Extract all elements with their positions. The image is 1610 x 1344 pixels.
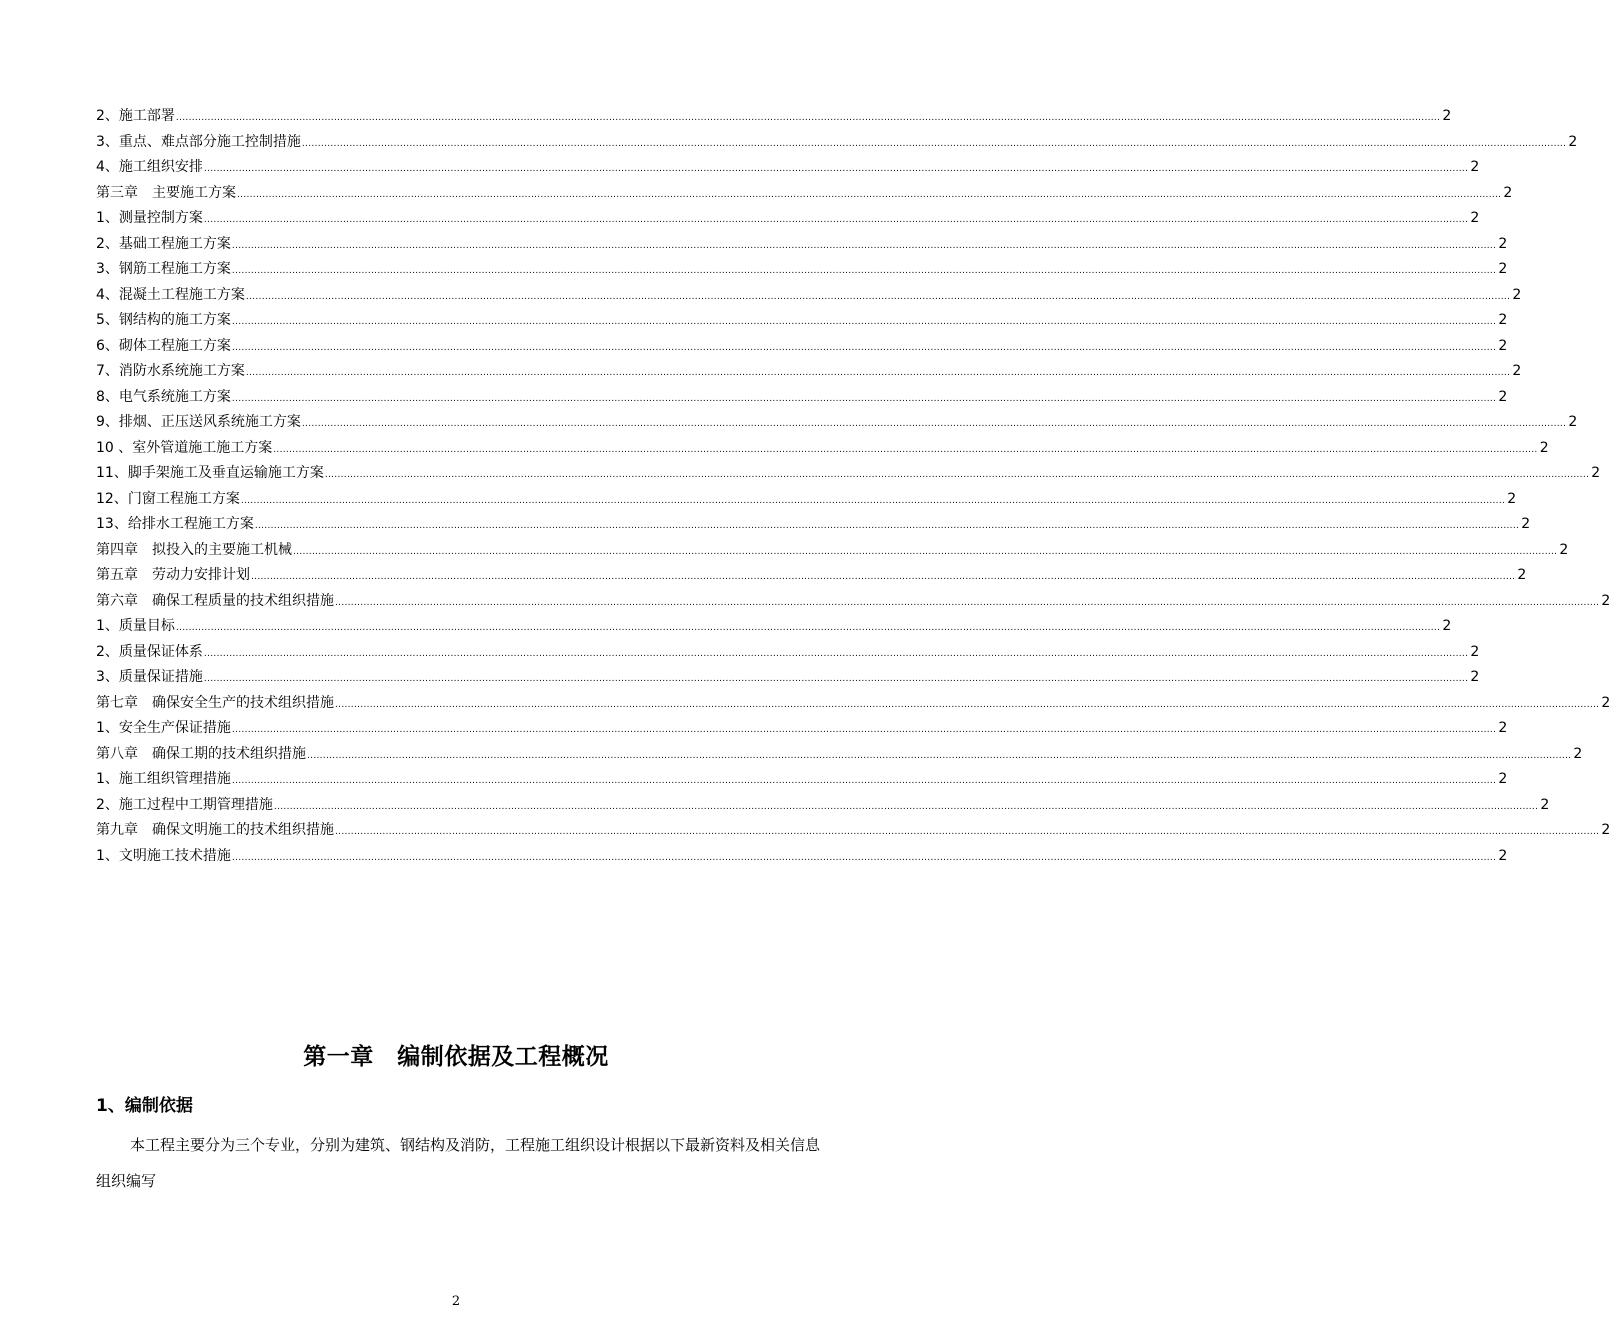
- toc-entry[interactable]: [96, 538, 1569, 564]
- toc-entry[interactable]: [96, 512, 1531, 538]
- toc-entry-page: 2: [1470, 159, 1480, 175]
- toc-entry-title: 2、施工部署: [96, 108, 175, 124]
- toc-leader-dots: ................................................................................................................................................................................................................................................................................................................................................................................................................: [203, 674, 1469, 684]
- toc-leader-dots: ................................................................................................................................................................................................................................................................................................................................................................................................................: [324, 470, 1590, 480]
- toc-entry[interactable]: [96, 206, 1480, 232]
- toc-entry[interactable]: [96, 130, 1578, 156]
- toc-entry-title: 11、脚手架施工及垂直运输施工方案: [96, 465, 324, 481]
- toc-entry-page: 2: [1470, 669, 1480, 685]
- toc-leader-dots: ................................................................................................................................................................................................................................................................................................................................................................................................................: [240, 495, 1506, 506]
- table-of-contents: [96, 104, 1610, 869]
- toc-entry[interactable]: [96, 844, 1508, 870]
- toc-leader-dots: ................................................................................................................................................................................................................................................................................................................................................................................................................: [273, 444, 1538, 455]
- toc-leader-dots: ................................................................................................................................................................................................................................................................................................................................................................................................................: [231, 342, 1497, 353]
- toc-entry-title: 4、混凝土工程施工方案: [96, 286, 245, 303]
- body-paragraph: 本工程主要分为三个专业，分别为建筑、钢结构及消防，工程施工组织设计根据以下最新资料及相关信息组织编写: [96, 1136, 821, 1190]
- toc-entry-page: 2: [1498, 388, 1508, 405]
- toc-entry-page: 2: [1498, 312, 1508, 328]
- toc-entry-title: 1、测量控制方案: [96, 210, 203, 226]
- toc-entry-page: 2: [1498, 235, 1508, 252]
- toc-entry[interactable]: [96, 742, 1583, 768]
- toc-entry-title: 2、基础工程施工方案: [96, 235, 231, 252]
- toc-entry-title: 8、电气系统施工方案: [96, 388, 231, 405]
- toc-entry[interactable]: [96, 818, 1610, 844]
- toc-entry-page: 2: [1503, 184, 1513, 201]
- toc-leader-dots: ................................................................................................................................................................................................................................................................................................................................................................................................................: [251, 572, 1516, 582]
- toc-entry-title: 第三章 主要施工方案: [96, 184, 236, 201]
- toc-leader-dots: ................................................................................................................................................................................................................................................................................................................................................................................................................: [231, 852, 1497, 863]
- toc-entry-title: 12、门窗工程施工方案: [96, 490, 240, 507]
- toc-leader-dots: ................................................................................................................................................................................................................................................................................................................................................................................................................: [335, 699, 1600, 710]
- toc-entry-page: 2: [1539, 439, 1549, 456]
- toc-leader-dots: ................................................................................................................................................................................................................................................................................................................................................................................................................: [175, 113, 1441, 123]
- toc-entry[interactable]: [96, 716, 1508, 742]
- toc-leader-dots: ................................................................................................................................................................................................................................................................................................................................................................................................................: [301, 138, 1567, 149]
- toc-entry-title: 3、钢筋工程施工方案: [96, 261, 231, 277]
- toc-entry-title: 6、砌体工程施工方案: [96, 337, 231, 354]
- toc-entry-page: 2: [1601, 822, 1610, 838]
- toc-entry[interactable]: [96, 563, 1527, 589]
- toc-entry-page: 2: [1512, 286, 1522, 303]
- page-number: 2: [451, 1294, 461, 1309]
- toc-entry-title: 4、施工组织安排: [96, 159, 203, 175]
- toc-entry-page: 2: [1498, 720, 1508, 736]
- toc-entry[interactable]: [96, 589, 1610, 615]
- toc-entry-title: 第四章 拟投入的主要施工机械: [96, 541, 292, 558]
- toc-entry-page: 2: [1601, 592, 1610, 609]
- toc-entry-page: 2: [1559, 541, 1569, 558]
- toc-entry-page: 2: [1591, 465, 1601, 481]
- toc-entry[interactable]: [96, 104, 1452, 130]
- toc-entry-title: 2、质量保证体系: [96, 643, 203, 660]
- toc-leader-dots: ................................................................................................................................................................................................................................................................................................................................................................................................................: [335, 827, 1600, 837]
- toc-entry-title: 7、消防水系统施工方案: [96, 363, 245, 379]
- toc-entry-title: 2、施工过程中工期管理措施: [96, 796, 273, 813]
- toc-entry[interactable]: [96, 257, 1508, 283]
- toc-entry-title: 第五章 劳动力安排计划: [96, 567, 250, 583]
- toc-leader-dots: ................................................................................................................................................................................................................................................................................................................................................................................................................: [231, 776, 1497, 786]
- toc-entry-page: 2: [1568, 414, 1578, 430]
- toc-leader-dots: ................................................................................................................................................................................................................................................................................................................................................................................................................: [203, 648, 1469, 659]
- toc-entry[interactable]: [96, 181, 1513, 207]
- toc-entry-title: 1、质量目标: [96, 618, 175, 634]
- toc-leader-dots: ................................................................................................................................................................................................................................................................................................................................................................................................................: [231, 393, 1497, 404]
- toc-entry[interactable]: [96, 461, 1601, 487]
- toc-entry-page: 2: [1498, 771, 1508, 787]
- toc-entry-title: 9、排烟、正压送风系统施工方案: [96, 414, 301, 430]
- toc-entry-page: 2: [1498, 847, 1508, 864]
- toc-entry-title: 1、文明施工技术措施: [96, 847, 231, 864]
- toc-leader-dots: ................................................................................................................................................................................................................................................................................................................................................................................................................: [231, 317, 1497, 327]
- toc-entry-page: 2: [1498, 337, 1508, 354]
- toc-entry-title: 3、重点、难点部分施工控制措施: [96, 133, 301, 150]
- toc-entry-title: 第六章 确保工程质量的技术组织措施: [96, 592, 334, 609]
- toc-entry-page: 2: [1442, 108, 1452, 124]
- toc-entry-page: 2: [1507, 490, 1517, 507]
- toc-leader-dots: ................................................................................................................................................................................................................................................................................................................................................................................................................: [231, 266, 1497, 276]
- toc-entry[interactable]: [96, 767, 1508, 793]
- toc-leader-dots: ................................................................................................................................................................................................................................................................................................................................................................................................................: [203, 164, 1469, 174]
- toc-entry-title: 1、施工组织管理措施: [96, 771, 231, 787]
- toc-entry[interactable]: [96, 640, 1480, 666]
- toc-entry-page: 2: [1601, 694, 1610, 711]
- toc-entry[interactable]: [96, 614, 1452, 640]
- toc-leader-dots: ................................................................................................................................................................................................................................................................................................................................................................................................................: [335, 597, 1600, 608]
- toc-entry[interactable]: [96, 283, 1522, 309]
- toc-entry[interactable]: [96, 487, 1517, 513]
- toc-entry[interactable]: [96, 232, 1508, 258]
- toc-leader-dots: ................................................................................................................................................................................................................................................................................................................................................................................................................: [203, 215, 1469, 225]
- toc-leader-dots: ................................................................................................................................................................................................................................................................................................................................................................................................................: [237, 189, 1502, 200]
- toc-entry-title: 第九章 确保文明施工的技术组织措施: [96, 822, 334, 838]
- toc-entry[interactable]: [96, 155, 1480, 181]
- toc-entry[interactable]: [96, 359, 1522, 385]
- toc-entry[interactable]: [96, 385, 1508, 411]
- toc-entry-page: 2: [1470, 210, 1480, 226]
- toc-leader-dots: ................................................................................................................................................................................................................................................................................................................................................................................................................: [231, 240, 1497, 251]
- toc-leader-dots: ................................................................................................................................................................................................................................................................................................................................................................................................................: [231, 725, 1497, 735]
- toc-entry-page: 2: [1512, 363, 1522, 379]
- toc-leader-dots: ................................................................................................................................................................................................................................................................................................................................................................................................................: [254, 521, 1520, 531]
- toc-entry-page: 2: [1521, 516, 1531, 532]
- chapter-title: 第一章 编制依据及工程概况: [303, 1044, 609, 1070]
- toc-leader-dots: ................................................................................................................................................................................................................................................................................................................................................................................................................: [273, 801, 1539, 812]
- toc-leader-dots: ................................................................................................................................................................................................................................................................................................................................................................................................................: [245, 291, 1511, 302]
- toc-leader-dots: ................................................................................................................................................................................................................................................................................................................................................................................................................: [245, 368, 1511, 378]
- toc-leader-dots: ................................................................................................................................................................................................................................................................................................................................................................................................................: [301, 419, 1567, 429]
- toc-entry[interactable]: [96, 410, 1578, 436]
- toc-entry-title: 第八章 确保工期的技术组织措施: [96, 745, 306, 762]
- toc-entry[interactable]: [96, 793, 1550, 819]
- toc-entry-page: 2: [1442, 618, 1452, 634]
- toc-entry-page: 2: [1470, 643, 1480, 660]
- toc-entry-page: 2: [1540, 796, 1550, 813]
- toc-entry[interactable]: [96, 691, 1610, 717]
- toc-entry-page: 2: [1573, 745, 1583, 762]
- toc-entry-title: 13、给排水工程施工方案: [96, 516, 254, 532]
- toc-entry[interactable]: [96, 334, 1508, 360]
- toc-entry-title: 10 、室外管道施工施工方案: [96, 439, 273, 456]
- toc-leader-dots: ................................................................................................................................................................................................................................................................................................................................................................................................................: [293, 546, 1558, 557]
- toc-entry-page: 2: [1498, 261, 1508, 277]
- section-title: 1、编制依据: [96, 1096, 193, 1116]
- toc-entry[interactable]: [96, 665, 1480, 691]
- toc-entry-title: 1、安全生产保证措施: [96, 720, 231, 736]
- toc-leader-dots: ................................................................................................................................................................................................................................................................................................................................................................................................................: [175, 623, 1441, 633]
- toc-entry-page: 2: [1568, 133, 1578, 150]
- toc-leader-dots: ................................................................................................................................................................................................................................................................................................................................................................................................................: [307, 750, 1572, 761]
- toc-entry[interactable]: [96, 436, 1549, 462]
- toc-entry-title: 3、质量保证措施: [96, 669, 203, 685]
- toc-entry-page: 2: [1517, 567, 1527, 583]
- toc-entry-title: 第七章 确保安全生产的技术组织措施: [96, 694, 334, 711]
- toc-entry[interactable]: [96, 308, 1508, 334]
- toc-entry-title: 5、钢结构的施工方案: [96, 312, 231, 328]
